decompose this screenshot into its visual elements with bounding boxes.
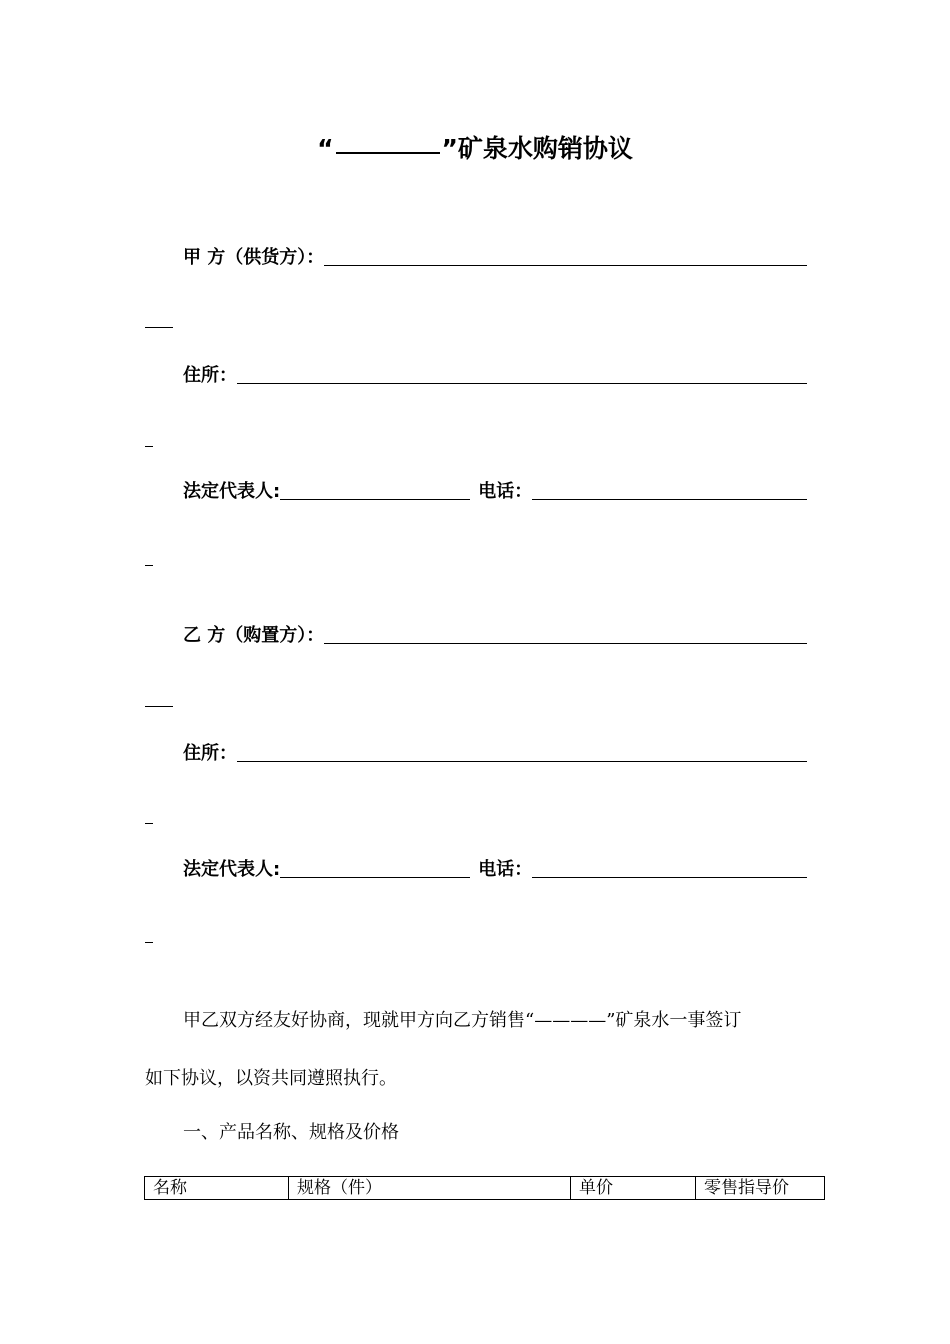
section-1-heading: 一、产品名称、规格及价格	[183, 1122, 399, 1143]
party-b-phone-continuation	[145, 942, 153, 943]
title-open-quote: “	[317, 134, 334, 163]
party-b-phone-label: 电话：	[478, 859, 533, 880]
party-a-address-field	[183, 358, 807, 388]
party-a-address-label: 住所：	[183, 365, 237, 386]
intro-paragraph-line-2: 如下协议，以资共同遵照执行。	[145, 1068, 397, 1089]
party-b-address-continuation	[145, 823, 153, 824]
party-a-field	[183, 240, 807, 270]
intro-paragraph-line-1: 甲乙双方经友好协商，现就甲方向乙方销售“————”矿泉水一事签订	[183, 1010, 742, 1031]
party-b-rep-field	[183, 852, 807, 882]
table-header-row	[145, 1177, 825, 1200]
table-header-retail-price: 零售指导价	[696, 1177, 825, 1200]
party-b-rep-label: 法定代表人:	[183, 859, 281, 880]
title-blank-line	[336, 134, 440, 154]
party-b-blank-continuation	[145, 706, 173, 707]
party-b-blank	[324, 643, 807, 644]
title-text: ”矿泉水购销协议	[441, 134, 633, 163]
party-a-rep-blank	[280, 499, 470, 500]
party-b-rep-blank	[280, 877, 470, 878]
table-header-unit-price: 单价	[571, 1177, 696, 1200]
party-b-address-field	[183, 736, 807, 766]
party-b-label: 乙 方（购置方）：	[183, 625, 325, 646]
party-a-blank	[324, 265, 807, 266]
table-header-name: 名称	[145, 1177, 289, 1200]
party-b-address-label: 住所：	[183, 743, 237, 764]
party-a-phone-blank	[532, 499, 807, 500]
product-spec-table	[144, 1176, 825, 1200]
party-b-address-blank	[237, 761, 807, 762]
party-a-address-continuation	[145, 446, 153, 447]
party-a-phone-continuation	[145, 565, 153, 566]
party-a-blank-continuation	[145, 327, 173, 328]
party-a-label: 甲 方（供货方）：	[183, 247, 325, 268]
party-a-phone-label: 电话：	[478, 481, 533, 502]
party-a-rep-field	[183, 474, 807, 504]
party-b-phone-blank	[532, 877, 807, 878]
party-a-rep-label: 法定代表人:	[183, 481, 281, 502]
table-header-spec: 规格（件）	[289, 1177, 571, 1200]
party-b-field	[183, 618, 807, 648]
document-title	[0, 131, 950, 167]
party-a-address-blank	[237, 383, 807, 384]
